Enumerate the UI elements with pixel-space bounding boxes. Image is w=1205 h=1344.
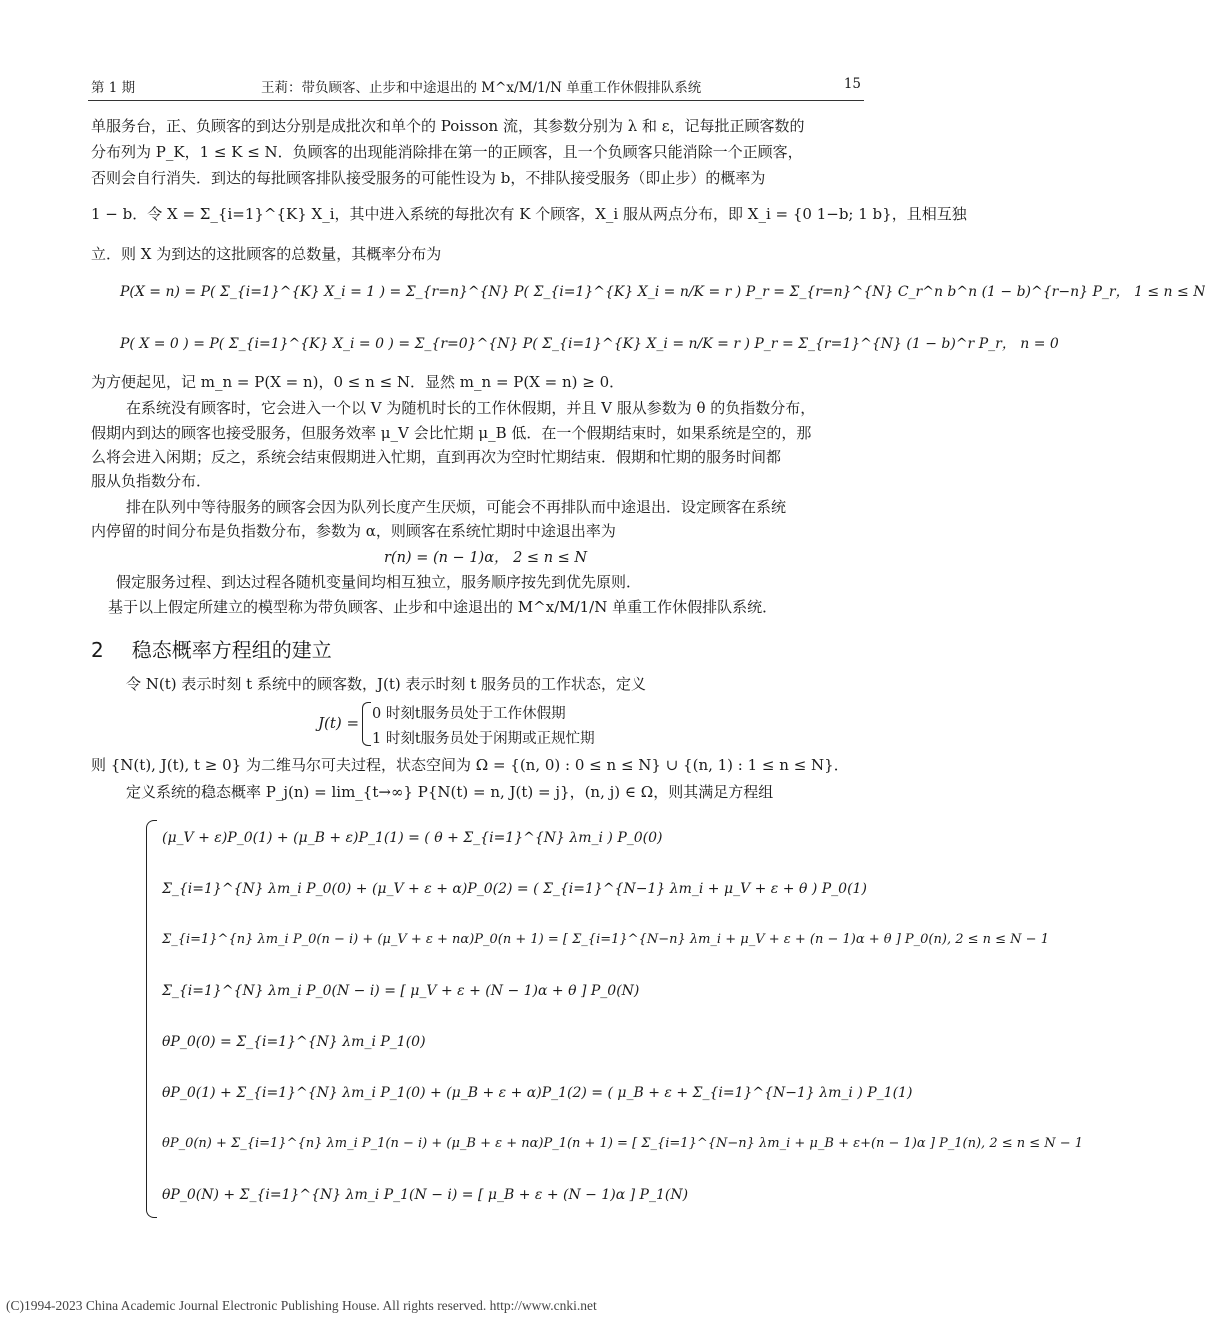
para-assume-1: 假定服务过程、到达过程各随机变量间均相互独立，服务顺序按先到优先原则． xyxy=(116,573,642,591)
section-heading xyxy=(91,634,332,663)
system-equation-3: Σ_{i=1}^{n} λm_i P_0(n − i) + (μ_V + ε + nα)P_0(n + 1) = [ Σ_{i=1}^{N−n} λm_i + μ_V + ε + (n − 1)α + θ ] P_0(n), 2 ≤ n ≤ N − 1 xyxy=(162,932,1049,947)
formula-rn: r(n) = (n − 1)α， 2 ≤ n ≤ N xyxy=(384,550,588,566)
system-equation-5: θP_0(0) = Σ_{i=1}^{N} λm_i P_1(0) xyxy=(162,1034,426,1050)
page-number: 15 xyxy=(843,76,861,92)
issue-number: 第 1 期 xyxy=(91,80,136,96)
para-reneging-2: 内停留的时间分布是负指数分布，参数为 α，则顾客在系统忙期时中途退出率为 xyxy=(91,522,616,540)
jt-case-0: 0 时刻t服务员处于工作休假期 xyxy=(372,706,566,722)
section-title: 稳态概率方程组的建立 xyxy=(131,638,332,662)
para-steady: 定义系统的稳态概率 P_j(n) = lim_{t→∞} P{N(t) = n, J(t) = j}，(n, j) ∈ Ω，则其满足方程组 xyxy=(126,783,774,801)
para-m: 为方便起见，记 m_n = P(X = n)，0 ≤ n ≤ N．显然 m_n = P(X = n) ≥ 0． xyxy=(91,373,625,391)
intro-line-5: 立．则 X 为到达的这批顾客的总数量，其概率分布为 xyxy=(91,245,442,263)
system-equation-6: θP_0(1) + Σ_{i=1}^{N} λm_i P_1(0) + (μ_B + ε + α)P_1(2) = ( μ_B + ε + Σ_{i=1}^{N−1} λm_i ) P_1(1) xyxy=(162,1085,913,1101)
system-equation-7: θP_0(n) + Σ_{i=1}^{n} λm_i P_1(n − i) + (μ_B + ε + nα)P_1(n + 1) = [ Σ_{i=1}^{N−n} λm_i + μ_B + ε+(n − 1)α ] P_1(n), 2 ≤ n ≤ N − 1 xyxy=(162,1136,1084,1151)
para-vacation-3: 么将会进入闲期；反之，系统会结束假期进入忙期，直到再次为空时忙期结束．假期和忙期的服务时间都 xyxy=(91,448,782,466)
header-rule xyxy=(88,100,864,101)
section-number: 2 xyxy=(91,638,104,662)
copyright-footer: (C)1994-2023 China Academic Journal Electronic Publishing House. All rights reserved. http://www.cnki.net xyxy=(6,1298,597,1313)
running-title: 王莉：带负顾客、止步和中途退出的 M^x/M/1/N 单重工作休假排队系统 xyxy=(261,80,702,96)
para-vacation-4: 服从负指数分布． xyxy=(91,472,212,490)
intro-line-4: 1 − b．令 X = Σ_{i=1}^{K} X_i，其中进入系统的每批次有 K 个顾客，X_i 服从两点分布，即 X_i = {0 1−b; 1 b}，且相互独 xyxy=(91,205,967,223)
intro-line-2: 分布列为 P_K，1 ≤ K ≤ N．负顾客的出现能消除排在第一的正顾客，且一个负顾客只能消除一个正顾客， xyxy=(91,143,803,161)
equation-system-brace xyxy=(146,820,157,1218)
jt-case-1: 1 时刻t服务员处于闲期或正规忙期 xyxy=(372,731,595,747)
para-state: 令 N(t) 表示时刻 t 系统中的顾客数，J(t) 表示时刻 t 服务员的工作状态，定义 xyxy=(126,675,647,693)
jt-brace xyxy=(362,702,371,746)
formula-px-n: P(X = n) = P( Σ_{i=1}^{K} X_i = 1 ) = Σ_{r=n}^{N} P( Σ_{i=1}^{K} X_i = n/K = r ) P_r = Σ_{r=n}^{N} C_r^n b^n (1 − b)^{r−n} P_r， 1 ≤ n ≤ N xyxy=(120,284,1205,300)
system-equation-2: Σ_{i=1}^{N} λm_i P_0(0) + (μ_V + ε + α)P_0(2) = ( Σ_{i=1}^{N−1} λm_i + μ_V + ε + θ ) P_0(1) xyxy=(162,881,867,897)
jt-label: J(t) = xyxy=(318,714,360,732)
para-assume-2: 基于以上假定所建立的模型称为带负顾客、止步和中途退出的 M^x/M/1/N 单重工作休假排队系统． xyxy=(108,598,778,616)
intro-line-3: 否则会自行消失．到达的每批顾客排队接受服务的可能性设为 b，不排队接受服务（即止步）的概率为 xyxy=(91,169,766,187)
system-equation-8: θP_0(N) + Σ_{i=1}^{N} λm_i P_1(N − i) = [ μ_B + ε + (N − 1)α ] P_1(N) xyxy=(162,1187,689,1203)
para-markov: 则 {N(t), J(t), t ≥ 0} 为二维马尔可夫过程，状态空间为 Ω = {(n, 0) : 0 ≤ n ≤ N} ∪ {(n, 1) : 1 ≤ n ≤ N}． xyxy=(91,756,849,774)
para-vacation-2: 假期内到达的顾客也接受服务，但服务效率 μ_V 会比忙期 μ_B 低．在一个假期结束时，如果系统是空的，那 xyxy=(91,424,812,442)
formula-px-0: P( X = 0 ) = P( Σ_{i=1}^{K} X_i = 0 ) = Σ_{r=0}^{N} P( Σ_{i=1}^{K} X_i = n/K = r ) P_r = Σ_{r=1}^{N} (1 − b)^r P_r， n = 0 xyxy=(120,336,1059,352)
system-equation-1: (μ_V + ε)P_0(1) + (μ_B + ε)P_1(1) = ( θ + Σ_{i=1}^{N} λm_i ) P_0(0) xyxy=(162,830,663,846)
para-vacation-1: 在系统没有顾客时，它会进入一个以 V 为随机时长的工作休假期，并且 V 服从参数为 θ 的负指数分布， xyxy=(126,399,816,417)
running-header xyxy=(91,76,861,98)
para-reneging-1: 排在队列中等待服务的顾客会因为队列长度产生厌烦，可能会不再排队而中途退出．设定顾客在系统 xyxy=(126,498,787,516)
system-equation-4: Σ_{i=1}^{N} λm_i P_0(N − i) = [ μ_V + ε + (N − 1)α + θ ] P_0(N) xyxy=(162,983,640,999)
intro-line-1: 单服务台，正、负顾客的到达分别是成批次和单个的 Poisson 流，其参数分别为 λ 和 ε，记每批正顾客数的 xyxy=(91,117,805,135)
